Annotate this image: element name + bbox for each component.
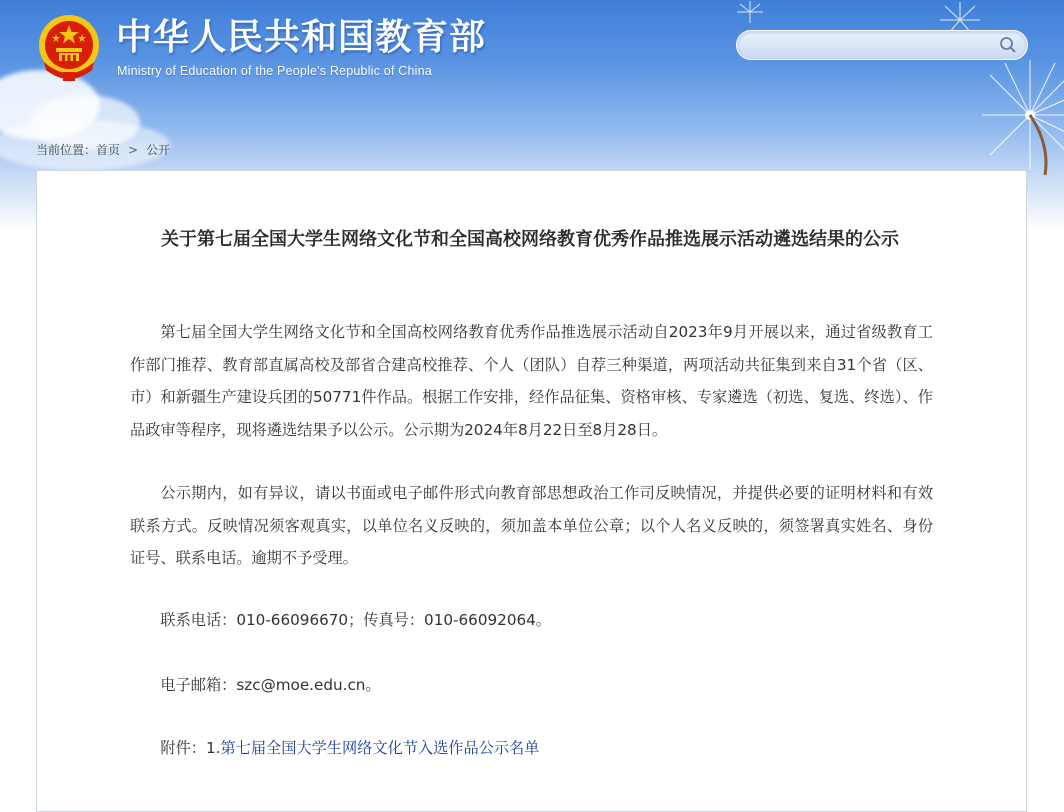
contact-email: 电子邮箱：szc@moe.edu.cn。 bbox=[160, 676, 381, 694]
search-icon[interactable] bbox=[999, 36, 1017, 54]
article-title: 关于第七届全国大学生网络文化节和全国高校网络教育优秀作品推选展示活动遴选结果的公示 bbox=[161, 229, 899, 250]
contact-phone-fax: 联系电话：010-66096670；传真号：010-66092064。 bbox=[160, 611, 551, 629]
dandelion-decoration bbox=[970, 55, 1064, 175]
breadcrumb-separator: > bbox=[128, 142, 139, 157]
article-paragraph: 第七届全国大学生网络文化节和全国高校网络教育优秀作品推选展示活动自2023年9月开展以来，通过省级教育工作部门推荐、教育部直属高校及部省合建高校推荐、个人（团队）自荐三种渠道，两项活动共征集到来自31个省（区、市）和新疆生产建设兵团的50771件作品。根据工作安排，经作品征集、资格审核、专家遴选（初选、复选、终选）、作品政审等程序，现将遴选结果予以公示。公示期为2024年8月22日至8月28日。 bbox=[130, 323, 933, 439]
site-title[interactable]: 中华人民共和国教育部 bbox=[116, 17, 487, 58]
search-input[interactable] bbox=[736, 30, 1028, 60]
attachment-index: 1. bbox=[205, 739, 221, 757]
dandelion-decoration bbox=[735, 0, 765, 25]
breadcrumb-current[interactable]: 公开 bbox=[146, 143, 171, 157]
breadcrumb bbox=[36, 141, 170, 158]
national-emblem-logo[interactable] bbox=[36, 12, 102, 82]
breadcrumb-prefix: 当前位置： bbox=[36, 143, 97, 157]
attachment-line bbox=[130, 732, 933, 765]
site-subtitle-english: Ministry of Education of the People's Republic of China bbox=[117, 64, 432, 78]
breadcrumb-home-link[interactable]: 首页 bbox=[96, 143, 121, 157]
article-paragraph: 公示期内，如有异议，请以书面或电子邮件形式向教育部思想政治工作司反映情况，并提供必要的证明材料和有效联系方式。反映情况须客观真实，以单位名义反映的，须加盖本单位公章；以个人名义反映的，须签署真实姓名、身份证号、联系电话。逾期不予受理。 bbox=[130, 484, 933, 567]
attachment-link[interactable]: 第七届全国大学生网络文化节入选作品公示名单 bbox=[220, 739, 540, 757]
attachment-label: 附件： bbox=[160, 739, 206, 757]
